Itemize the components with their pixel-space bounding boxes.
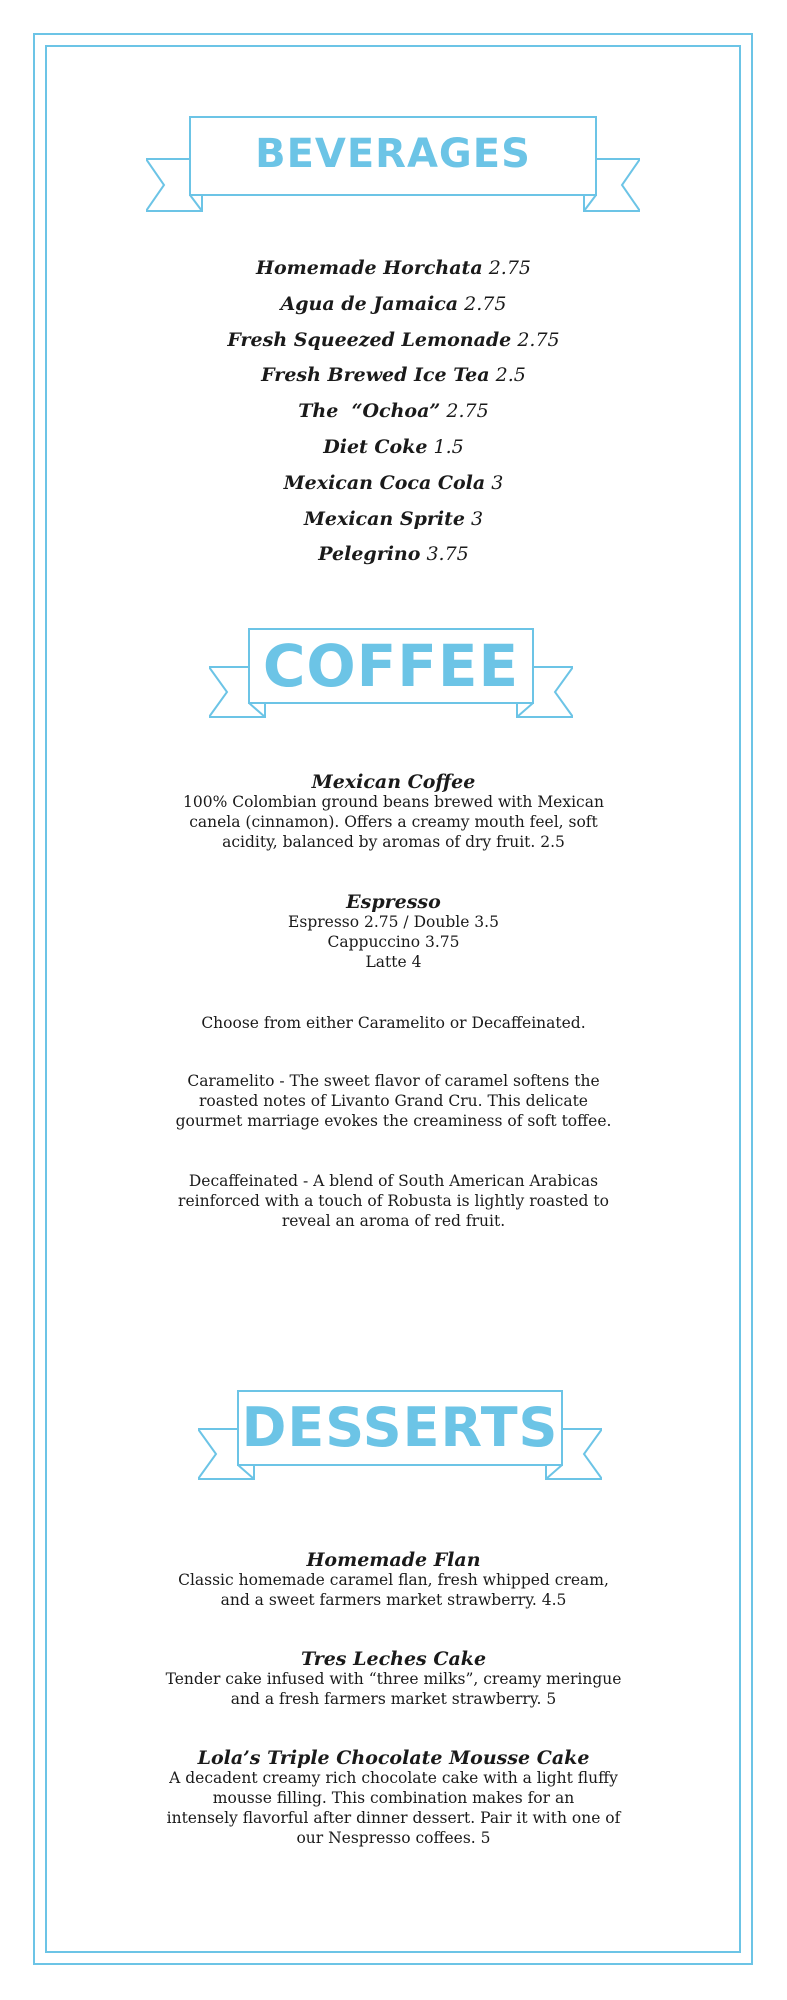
decaffeinated-item [0,1171,787,1231]
item-description-line: A decadent creamy rich chocolate cake with a light fluffy [169,1769,618,1787]
item-description-line: mousse filling. This combination makes for an [212,1789,575,1807]
item-description-line: and a sweet farmers market strawberry. 4.5 [220,1591,567,1609]
mexican-coffee-item [0,772,787,852]
item-description-line: reinforced with a touch of Robusta is lightly roasted to [178,1192,609,1210]
list-item: Mexican Coca Cola 3 [283,471,504,494]
list-item: Pelegrino 3.75 [318,543,469,566]
list-item: Fresh Squeezed Lemonade 2.75 [227,328,560,351]
item-description-line: canela (cinnamon). Offers a creamy mouth feel, soft [189,813,598,831]
homemade-flan-item [0,1550,787,1610]
coffee-heading: COFFEE [262,632,520,700]
item-title: Mexican Coffee [311,771,476,793]
list-item: Homemade Horchata 2.75 [256,257,531,279]
item-description-line: Latte 4 [365,953,422,971]
item-title: Homemade Flan [306,1549,481,1571]
tres-leches-item [0,1649,787,1709]
chocolate-mousse-cake-item [0,1748,787,1848]
item-description-line: intensely flavorful after dinner dessert. Pair it with one of [166,1809,621,1827]
item-description-line: Tender cake infused with “three milks”, creamy meringue [165,1670,622,1688]
list-item: Diet Coke 1.5 [323,435,464,458]
item-description-line: gourmet marriage evokes the creaminess of soft toffee. [175,1112,612,1130]
item-title: Lola’s Triple Chocolate Mousse Cake [197,1747,590,1769]
item-description-line: Espresso 2.75 / Double 3.5 [288,913,499,931]
beverages-heading: BEVERAGES [255,131,531,177]
list-item: Fresh Brewed Ice Tea 2.5 [261,364,526,387]
item-description-line: reveal an aroma of red fruit. [281,1212,506,1230]
note-text: Choose from either Caramelito or Decaffeinated. [201,1014,586,1032]
desserts-banner [198,1389,602,1481]
item-description-line: Decaffeinated - A blend of South American Arabicas [188,1172,599,1190]
item-title: Espresso [346,891,441,913]
item-description-line: Classic homemade caramel flan, fresh whipped cream, [178,1571,609,1589]
item-description-line: 100% Colombian ground beans brewed with Mexican [183,793,604,811]
item-description-line: roasted notes of Livanto Grand Cru. This delicate [199,1092,588,1110]
coffee-banner [209,627,573,719]
item-description-line: our Nespresso coffees. 5 [296,1829,491,1847]
caramelito-item [0,1071,787,1131]
beverages-banner [146,115,640,213]
espresso-item [0,892,787,972]
item-title: Tres Leches Cake [300,1648,487,1670]
item-description-line: Cappuccino 3.75 [327,933,460,951]
beverages-list [0,251,787,573]
item-description-line: and a fresh farmers market strawberry. 5 [230,1690,557,1708]
list-item: The “Ochoa” 2.75 [298,400,489,423]
coffee-choose-note [0,1013,787,1033]
list-item: Agua de Jamaica 2.75 [280,292,507,315]
item-description-line: acidity, balanced by aromas of dry fruit. 2.5 [222,833,565,851]
desserts-heading: DESSERTS [241,1396,559,1459]
list-item: Mexican Sprite 3 [303,507,484,530]
item-description-line: Caramelito - The sweet flavor of caramel softens the [187,1072,600,1090]
